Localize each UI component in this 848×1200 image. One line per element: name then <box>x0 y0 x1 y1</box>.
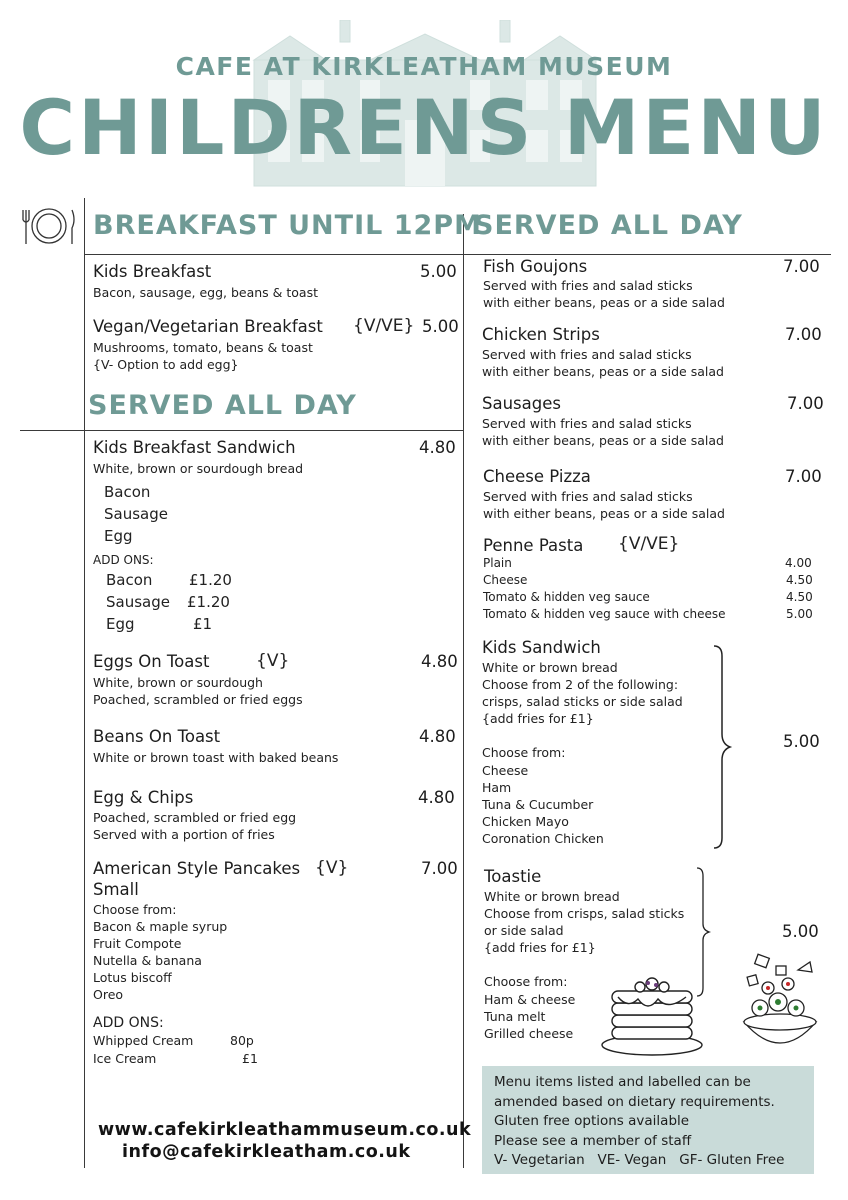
pancake-addon-price: 80p <box>230 1033 254 1048</box>
salad-bowl-illustration <box>738 952 822 1060</box>
breakfast-heading: BREAKFAST UNTIL 12PM <box>93 210 482 241</box>
sausages-name: Sausages <box>482 394 561 413</box>
chicken-strips-desc: with either beans, peas or a side salad <box>482 364 724 379</box>
eggs-on-toast-name: Eggs On Toast <box>93 652 210 671</box>
fish-goujons-name: Fish Goujons <box>483 257 588 276</box>
cheese-pizza-name: Cheese Pizza <box>483 467 591 486</box>
sandwich-addon-name: Sausage <box>106 593 170 611</box>
kids-sandwich-desc: crisps, salad sticks or side salad <box>482 694 683 709</box>
pancake-option: Lotus biscoff <box>93 970 172 985</box>
sandwich-option: Sausage <box>104 505 168 523</box>
kids-sandwich-option: Coronation Chicken <box>482 831 604 846</box>
email-link[interactable]: info@cafekirkleatham.co.uk <box>122 1142 411 1162</box>
toastie-desc: Choose from crisps, salad sticks <box>484 906 685 921</box>
penne-pasta-name: Penne Pasta <box>483 536 584 555</box>
beans-on-toast-name: Beans On Toast <box>93 727 221 746</box>
breakfast-rule <box>84 254 463 255</box>
chicken-strips-desc: Served with fries and salad sticks <box>482 347 692 362</box>
pancake-option: Bacon & maple syrup <box>93 919 228 934</box>
sausages-desc: Served with fries and salad sticks <box>482 416 692 431</box>
sandwich-addon-price: £1 <box>193 615 213 633</box>
kids-sandwich-option: Ham <box>482 780 512 795</box>
egg-chips-desc: Served with a portion of fries <box>93 827 275 842</box>
pancakes-tag: {V} <box>315 858 349 878</box>
eggs-on-toast-desc: Poached, scrambled or fried eggs <box>93 692 303 707</box>
notice-line: Please see a member of staff <box>494 1132 692 1149</box>
sandwich-addon-name: Egg <box>106 615 135 633</box>
right-allday-heading: SERVED ALL DAY <box>474 210 743 241</box>
kids-breakfast-name: Kids Breakfast <box>93 262 212 281</box>
sausages-desc: with either beans, peas or a side salad <box>482 433 724 448</box>
vegan-breakfast-name: Vegan/Vegetarian Breakfast <box>93 317 323 336</box>
toastie-name: Toastie <box>484 867 542 886</box>
vegan-breakfast-desc: Mushrooms, tomato, beans & toast <box>93 340 313 355</box>
dietary-notice-box <box>482 1066 814 1174</box>
pasta-option-price: 4.50 <box>786 573 813 587</box>
vegan-breakfast-note: {V- Option to add egg} <box>93 357 239 372</box>
vegan-breakfast-tag: {V/VE} <box>353 316 415 336</box>
toastie-price: 5.00 <box>782 922 819 941</box>
egg-chips-desc: Poached, scrambled or fried egg <box>93 810 297 825</box>
cafe-name: CAFE AT KIRKLEATHAM MUSEUM <box>175 52 673 81</box>
pancake-addon-price: £1 <box>242 1051 258 1066</box>
kids-sandwich-name: Kids Sandwich <box>482 638 601 657</box>
kids-sandwich-option: Chicken Mayo <box>482 814 569 829</box>
chicken-strips-name: Chicken Strips <box>482 325 600 344</box>
pancake-option: Nutella & banana <box>93 953 202 968</box>
breakfast-sandwich-price: 4.80 <box>419 438 456 457</box>
cheese-pizza-desc: with either beans, peas or a side salad <box>483 506 725 521</box>
left-allday-heading: SERVED ALL DAY <box>88 390 357 421</box>
fish-goujons-price: 7.00 <box>783 257 820 276</box>
fish-goujons-desc: Served with fries and salad sticks <box>483 278 693 293</box>
pasta-option-name: Cheese <box>483 573 528 587</box>
sandwich-addon-price: £1.20 <box>189 571 232 589</box>
pancake-option: Oreo <box>93 987 124 1002</box>
fish-goujons-desc: with either beans, peas or a side salad <box>483 295 725 310</box>
pancakes-name: American Style Pancakes <box>93 859 301 878</box>
kids-sandwich-desc: {add fries for £1} <box>482 711 594 726</box>
vegan-breakfast-price: 5.00 <box>422 317 459 336</box>
sandwich-addons-label: ADD ONS: <box>93 553 154 567</box>
pancake-addon-name: Whipped Cream <box>93 1033 194 1048</box>
penne-pasta-tag: {V/VE} <box>618 534 680 554</box>
breakfast-sandwich-desc: White, brown or sourdough bread <box>93 461 304 476</box>
cheese-pizza-desc: Served with fries and salad sticks <box>483 489 693 504</box>
website-link[interactable]: www.cafekirkleathammuseum.co.uk <box>98 1120 472 1140</box>
pasta-option-name: Tomato & hidden veg sauce with cheese <box>483 607 726 621</box>
pasta-option-name: Plain <box>483 556 512 570</box>
eggs-on-toast-price: 4.80 <box>421 652 458 671</box>
eggs-on-toast-desc: White, brown or sourdough <box>93 675 263 690</box>
pasta-option-price: 4.00 <box>785 556 812 570</box>
notice-line: Menu items listed and labelled can be <box>494 1074 751 1090</box>
notice-line: Gluten free options available <box>494 1113 690 1130</box>
kids-breakfast-desc: Bacon, sausage, egg, beans & toast <box>93 285 319 300</box>
sausages-price: 7.00 <box>787 394 824 413</box>
breakfast-sandwich-name: Kids Breakfast Sandwich <box>93 438 296 457</box>
toastie-desc: White or brown bread <box>484 889 620 904</box>
beans-on-toast-price: 4.80 <box>419 727 456 746</box>
right-rule <box>463 254 831 255</box>
pancake-addon-name: Ice Cream <box>93 1051 157 1066</box>
kids-sandwich-option: Cheese <box>482 763 529 778</box>
kids-breakfast-price: 5.00 <box>420 262 457 281</box>
egg-chips-name: Egg & Chips <box>93 788 194 807</box>
toastie-option: Ham & cheese <box>484 992 576 1007</box>
toastie-option: Grilled cheese <box>484 1026 574 1041</box>
kids-sandwich-brace <box>710 644 736 850</box>
pasta-option-price: 4.50 <box>786 590 813 604</box>
pancake-stack-illustration <box>598 975 706 1057</box>
page-title: CHILDRENS MENU <box>19 83 829 172</box>
center-divider <box>463 214 464 1168</box>
dietary-key: V- Vegetarian VE- Vegan GF- Gluten Free <box>494 1152 785 1169</box>
allday-rule <box>20 430 463 431</box>
plate-cutlery-icon <box>20 206 78 246</box>
sandwich-option: Egg <box>104 527 133 545</box>
toastie-choose-label: Choose from: <box>484 974 568 989</box>
chicken-strips-price: 7.00 <box>785 325 822 344</box>
notice-line: amended based on dietary requirements. <box>494 1093 775 1110</box>
pancake-option: Fruit Compote <box>93 936 182 951</box>
cheese-pizza-price: 7.00 <box>785 467 822 486</box>
toastie-option: Tuna melt <box>484 1009 546 1024</box>
toastie-desc: {add fries for £1} <box>484 940 596 955</box>
sandwich-option: Bacon <box>104 483 151 501</box>
eggs-on-toast-tag: {V} <box>256 651 290 671</box>
pasta-option-price: 5.00 <box>786 607 813 621</box>
kids-sandwich-price: 5.00 <box>783 732 820 751</box>
pancakes-addons-label: ADD ONS: <box>93 1015 164 1031</box>
sandwich-addon-price: £1.20 <box>187 593 230 611</box>
kids-sandwich-desc: White or brown bread <box>482 660 618 675</box>
pancakes-size: Small <box>93 880 139 899</box>
left-divider <box>84 198 85 1168</box>
pancakes-price: 7.00 <box>421 859 458 878</box>
kids-sandwich-choose-label: Choose from: <box>482 745 566 760</box>
toastie-desc: or side salad <box>484 923 564 938</box>
kids-sandwich-desc: Choose from 2 of the following: <box>482 677 679 692</box>
pancakes-choose-label: Choose from: <box>93 902 177 917</box>
pasta-option-name: Tomato & hidden veg sauce <box>483 590 650 604</box>
sandwich-addon-name: Bacon <box>106 571 153 589</box>
kids-sandwich-option: Tuna & Cucumber <box>482 797 594 812</box>
egg-chips-price: 4.80 <box>418 788 455 807</box>
beans-on-toast-desc: White or brown toast with baked beans <box>93 750 339 765</box>
